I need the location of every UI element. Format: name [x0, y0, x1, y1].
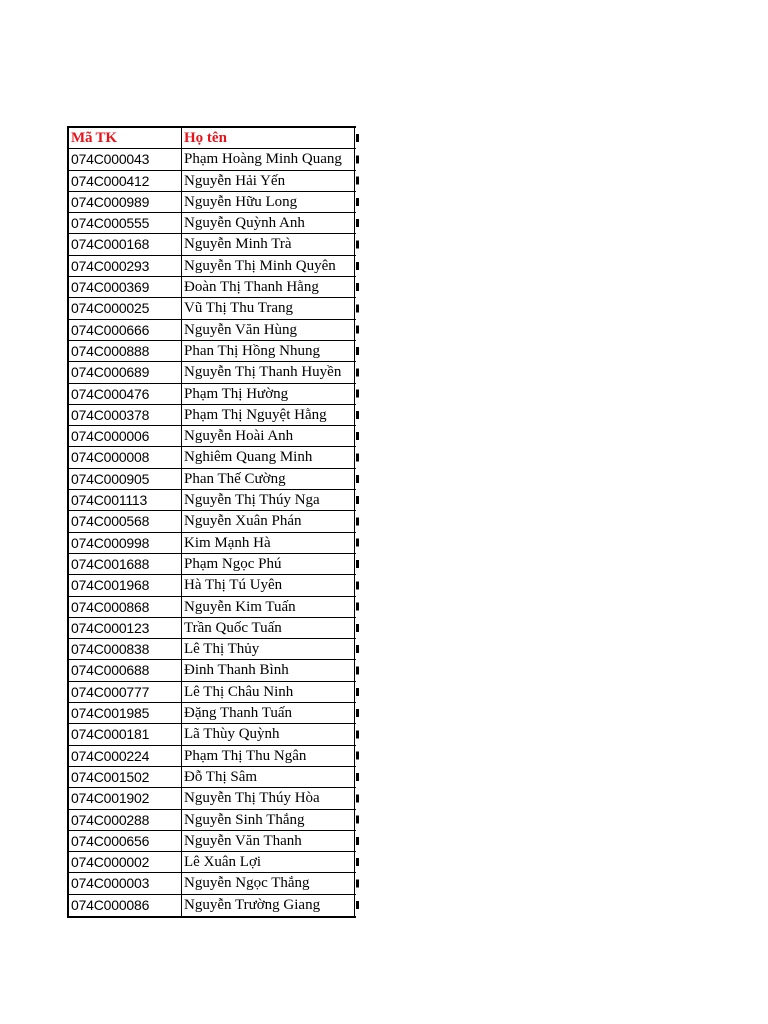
- full-name-cell: Phạm Thị Nguyệt Hằng: [182, 405, 355, 425]
- full-name-cell: Nguyễn Trường Giang: [182, 895, 355, 916]
- table-row: [69, 852, 356, 873]
- table-row: [69, 703, 356, 724]
- full-name-cell: Phạm Ngọc Phú: [182, 554, 355, 574]
- table-row: [69, 575, 356, 596]
- table-row: [69, 746, 356, 767]
- account-code-cell: 074C000688: [69, 660, 182, 680]
- table-row: [69, 213, 356, 234]
- account-code-cell: 074C000666: [69, 320, 182, 340]
- table-row: [69, 298, 356, 319]
- full-name-cell: Nguyễn Ngọc Thắng: [182, 873, 355, 893]
- table-row: [69, 810, 356, 831]
- table-row: [69, 724, 356, 745]
- table-row: [69, 447, 356, 468]
- table-row: [69, 767, 356, 788]
- account-code-cell: 074C001968: [69, 575, 182, 595]
- table-row: [69, 533, 356, 554]
- account-table: [67, 126, 356, 918]
- full-name-cell: Lã Thùy Quỳnh: [182, 724, 355, 744]
- account-code-cell: 074C001688: [69, 554, 182, 574]
- full-name-cell: Đinh Thanh Bình: [182, 660, 355, 680]
- full-name-cell: Đỗ Thị Sâm: [182, 767, 355, 787]
- full-name-cell: Phạm Thị Thu Ngân: [182, 746, 355, 766]
- table-header-row: [69, 128, 356, 149]
- account-code-cell: 074C001502: [69, 767, 182, 787]
- account-code-cell: 074C000689: [69, 362, 182, 382]
- full-name-cell: Nguyễn Văn Hùng: [182, 320, 355, 340]
- table-row: [69, 149, 356, 170]
- table-row: [69, 171, 356, 192]
- table-row: [69, 597, 356, 618]
- full-name-cell: Phan Thế Cường: [182, 469, 355, 489]
- account-code-cell: 074C000181: [69, 724, 182, 744]
- account-code-cell: 074C000168: [69, 234, 182, 254]
- full-name-cell: Nguyễn Kim Tuấn: [182, 597, 355, 617]
- account-code-cell: 074C001985: [69, 703, 182, 723]
- full-name-cell: Phan Thị Hồng Nhung: [182, 341, 355, 361]
- header-account-code: Mã TK: [69, 128, 182, 148]
- account-code-cell: 074C000656: [69, 831, 182, 851]
- table-row: [69, 639, 356, 660]
- account-code-cell: 074C000998: [69, 533, 182, 553]
- full-name-cell: Kim Mạnh Hà: [182, 533, 355, 553]
- account-code-cell: 074C000476: [69, 384, 182, 404]
- account-code-cell: 074C000293: [69, 256, 182, 276]
- table-row: [69, 341, 356, 362]
- full-name-cell: Lê Xuân Lợi: [182, 852, 355, 872]
- full-name-cell: Đoàn Thị Thanh Hằng: [182, 277, 355, 297]
- full-name-cell: Trần Quốc Tuấn: [182, 618, 355, 638]
- account-code-cell: 074C000006: [69, 426, 182, 446]
- table-row: [69, 256, 356, 277]
- account-code-cell: 074C000369: [69, 277, 182, 297]
- full-name-cell: Nguyễn Thị Minh Quyên: [182, 256, 355, 276]
- account-code-cell: 074C000043: [69, 149, 182, 169]
- account-code-cell: 074C000378: [69, 405, 182, 425]
- table-row: [69, 192, 356, 213]
- full-name-cell: Đặng Thanh Tuấn: [182, 703, 355, 723]
- account-code-cell: 074C000555: [69, 213, 182, 233]
- account-code-cell: 074C000003: [69, 873, 182, 893]
- table-row: [69, 490, 356, 511]
- account-code-cell: 074C000002: [69, 852, 182, 872]
- table-row: [69, 788, 356, 809]
- full-name-cell: Nguyễn Xuân Phán: [182, 511, 355, 531]
- table-row: [69, 831, 356, 852]
- table-row: [69, 618, 356, 639]
- header-full-name: Họ tên: [182, 128, 355, 148]
- account-code-cell: 074C000868: [69, 597, 182, 617]
- account-code-cell: 074C001902: [69, 788, 182, 808]
- full-name-cell: Nguyễn Thị Thúy Nga: [182, 490, 355, 510]
- table-row: [69, 277, 356, 298]
- full-name-cell: Nguyễn Minh Trà: [182, 234, 355, 254]
- full-name-cell: Nguyễn Hữu Long: [182, 192, 355, 212]
- table-row: [69, 895, 356, 916]
- table-row: [69, 362, 356, 383]
- full-name-cell: Nguyễn Sinh Thắng: [182, 810, 355, 830]
- full-name-cell: Lê Thị Thủy: [182, 639, 355, 659]
- account-code-cell: 074C000086: [69, 895, 182, 916]
- full-name-cell: Nguyễn Hải Yến: [182, 171, 355, 191]
- full-name-cell: Nguyễn Hoài Anh: [182, 426, 355, 446]
- account-code-cell: 074C000412: [69, 171, 182, 191]
- account-code-cell: 074C000008: [69, 447, 182, 467]
- table-row: [69, 234, 356, 255]
- full-name-cell: Hà Thị Tú Uyên: [182, 575, 355, 595]
- table-row: [69, 469, 356, 490]
- table-row: [69, 682, 356, 703]
- full-name-cell: Nguyễn Văn Thanh: [182, 831, 355, 851]
- account-code-cell: 074C000989: [69, 192, 182, 212]
- account-code-cell: 074C000288: [69, 810, 182, 830]
- full-name-cell: Phạm Thị Hường: [182, 384, 355, 404]
- account-code-cell: 074C000025: [69, 298, 182, 318]
- account-code-cell: 074C000888: [69, 341, 182, 361]
- account-code-cell: 074C000224: [69, 746, 182, 766]
- full-name-cell: Vũ Thị Thu Trang: [182, 298, 355, 318]
- table-row: [69, 320, 356, 341]
- full-name-cell: Phạm Hoàng Minh Quang: [182, 149, 355, 169]
- full-name-cell: Lê Thị Châu Ninh: [182, 682, 355, 702]
- table-row: [69, 554, 356, 575]
- account-code-cell: 074C000838: [69, 639, 182, 659]
- account-code-cell: 074C000777: [69, 682, 182, 702]
- full-name-cell: Nghiêm Quang Minh: [182, 447, 355, 467]
- table-row: [69, 426, 356, 447]
- full-name-cell: Nguyễn Quỳnh Anh: [182, 213, 355, 233]
- account-code-cell: 074C000905: [69, 469, 182, 489]
- full-name-cell: Nguyễn Thị Thanh Huyền: [182, 362, 355, 382]
- account-code-cell: 074C000123: [69, 618, 182, 638]
- full-name-cell: Nguyễn Thị Thúy Hòa: [182, 788, 355, 808]
- table-row: [69, 873, 356, 894]
- table-row: [69, 405, 356, 426]
- table-row: [69, 511, 356, 532]
- account-code-cell: 074C001113: [69, 490, 182, 510]
- account-code-cell: 074C000568: [69, 511, 182, 531]
- table-body: [69, 149, 356, 916]
- table-row: [69, 384, 356, 405]
- table-row: [69, 660, 356, 681]
